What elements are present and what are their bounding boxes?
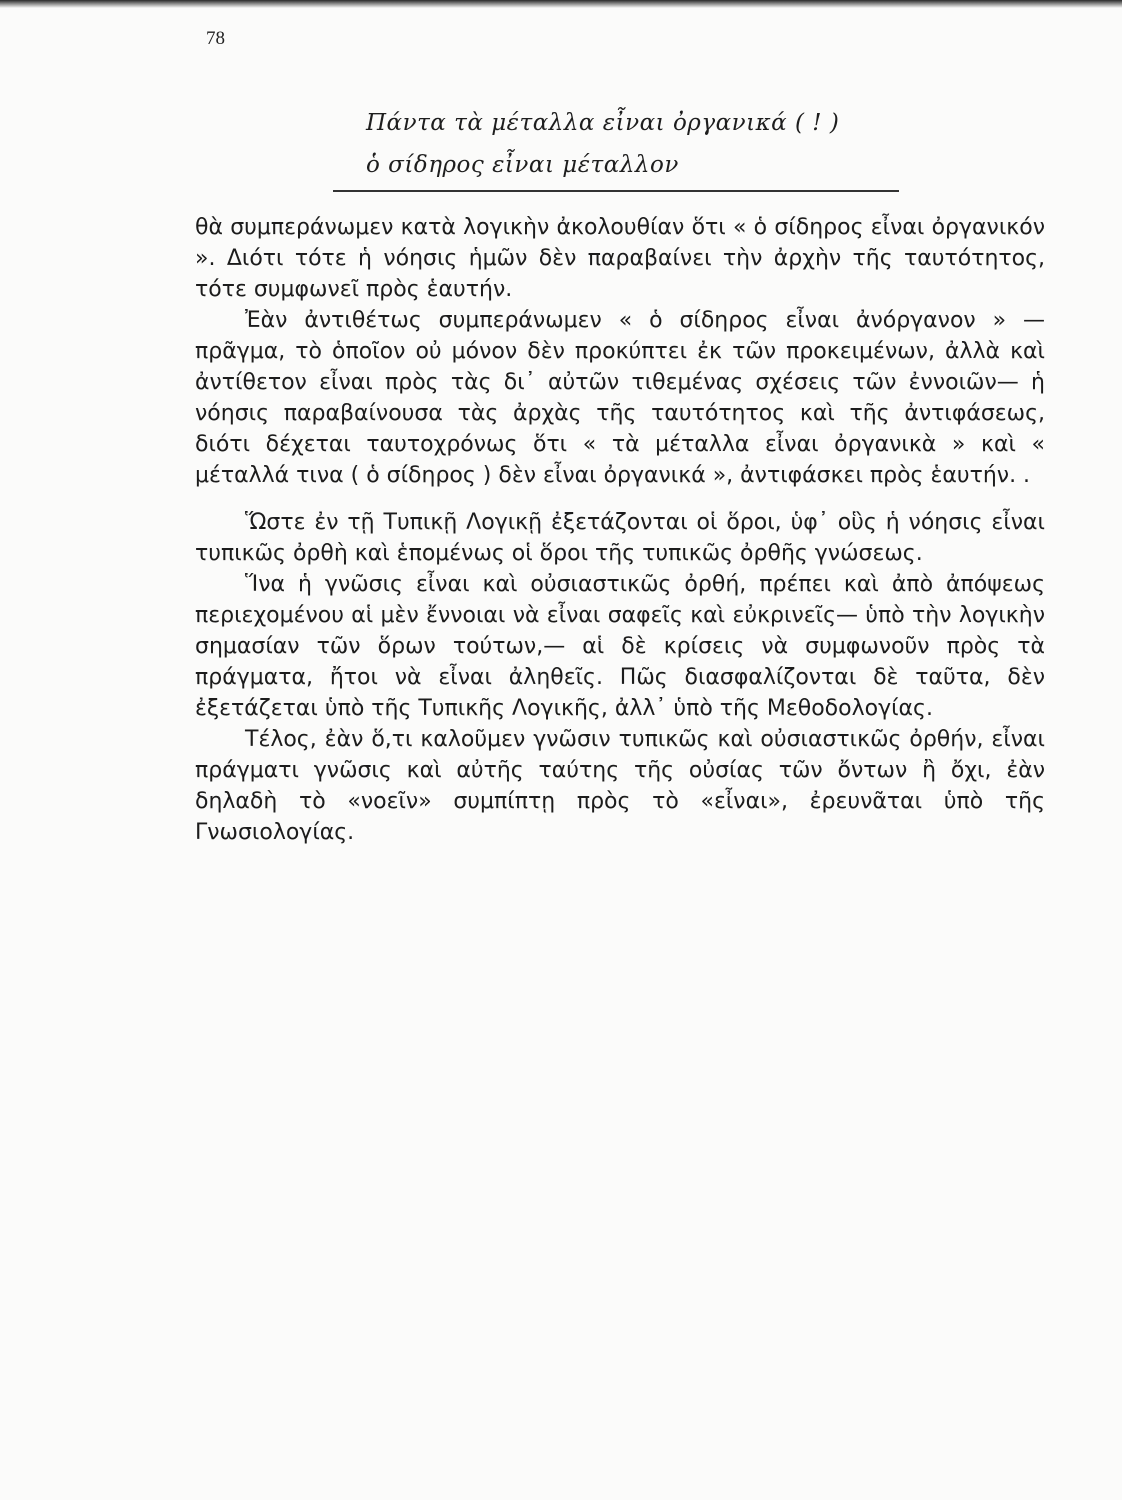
body-text bbox=[195, 212, 1045, 848]
major-premise: Πάντα τὰ μέταλλα εἶναι ὀργανικά ( ! ) bbox=[366, 110, 840, 136]
page-number: 78 bbox=[206, 28, 225, 49]
scan-edge-shadow bbox=[0, 0, 1122, 8]
paragraph-conclusion: θὰ συμπεράνωμεν κατὰ λογικὴν ἀκολουθίαν ὅτι « ὁ σίδηρος εἶναι ὀργανικόν ». Διότι τότε ἡ νόησις ἡμῶν δὲν παραβαίνει τὴν ἀρχὴν τῆς ταυτότητος, τότε συμφωνεῖ πρὸς ἑαυτήν. bbox=[195, 215, 1045, 302]
paragraph-contradiction: Ἐὰν ἀντιθέτως συμπεράνωμεν « ὁ σίδηρος εἶναι ἀνόργανον » — πρᾶγμα, τὸ ὁποῖον οὐ μόνον δὲν προκύπτει ἐκ τῶν προκειμένων, ἀλλὰ καὶ ἀντίθετον εἶναι πρὸς τὰς δι᾽ αὐτῶν τιθεμένας σχέσεις τῶν ἐννοιῶν— ἡ νόησις παραβαίνουσα τὰς ἀρχὰς τῆς ταυτότητος καὶ τῆς ἀντιφάσεως, διότι δέχεται ταυτοχρόνως ὅτι « τὰ μέταλλα εἶναι ὀργανικὰ » καὶ « μέταλλά τινα ( ὁ σίδηρος ) δὲν εἶναι ὀργανικά », ἀντιφάσκει πρὸς ἑαυτήν. . bbox=[195, 308, 1045, 488]
paragraph-substantive-correctness: Ἵνα ἡ γνῶσις εἶναι καὶ οὐσιαστικῶς ὀρθή, πρέπει καὶ ἀπὸ ἀπόψεως περιεχομένου αἱ μὲν ἔννοιαι νὰ εἶναι σαφεῖς καὶ εὐκρινεῖς— ὑπὸ τὴν λογικὴν σημασίαν τῶν ὅρων τούτων,— αἱ δὲ κρίσεις νὰ συμφωνοῦν πρὸς τὰ πράγματα, ἤτοι νὰ εἶναι ἀληθεῖς. Πῶς διασφαλίζονται δὲ ταῦτα, δὲν ἐξετάζεται ὑπὸ τῆς Τυπικῆς Λογικῆς, ἀλλ᾽ ὑπὸ τῆς Μεθοδολογίας. bbox=[195, 572, 1045, 721]
minor-premise: ὁ σίδηρος εἶναι μέταλλον bbox=[366, 152, 679, 178]
syllogism-divider-line bbox=[333, 190, 899, 192]
paragraph-epistemology: Τέλος, ἐὰν ὅ,τι καλοῦμεν γνῶσιν τυπικῶς καὶ οὐσιαστικῶς ὀρθήν, εἶναι πράγματι γνῶσις καὶ αὐτῆς ταύτης τῆς οὐσίας τῶν ὄντων ἢ ὄχι, ἐὰν δηλαδὴ τὸ «νοεῖν» συμπίπτῃ πρὸς τὸ «εἶναι», ἐρευνᾶται ὑπὸ τῆς Γνωσιολογίας. bbox=[195, 727, 1045, 845]
paragraph-formal-logic: Ὥστε ἐν τῇ Τυπικῇ Λογικῇ ἐξετάζονται οἱ ὅροι, ὑφ᾽ οὓς ἡ νόησις εἶναι τυπικῶς ὀρθὴ καὶ ἑπομένως οἱ ὅροι τῆς τυπικῶς ὀρθῆς γνώσεως. bbox=[195, 510, 1045, 566]
